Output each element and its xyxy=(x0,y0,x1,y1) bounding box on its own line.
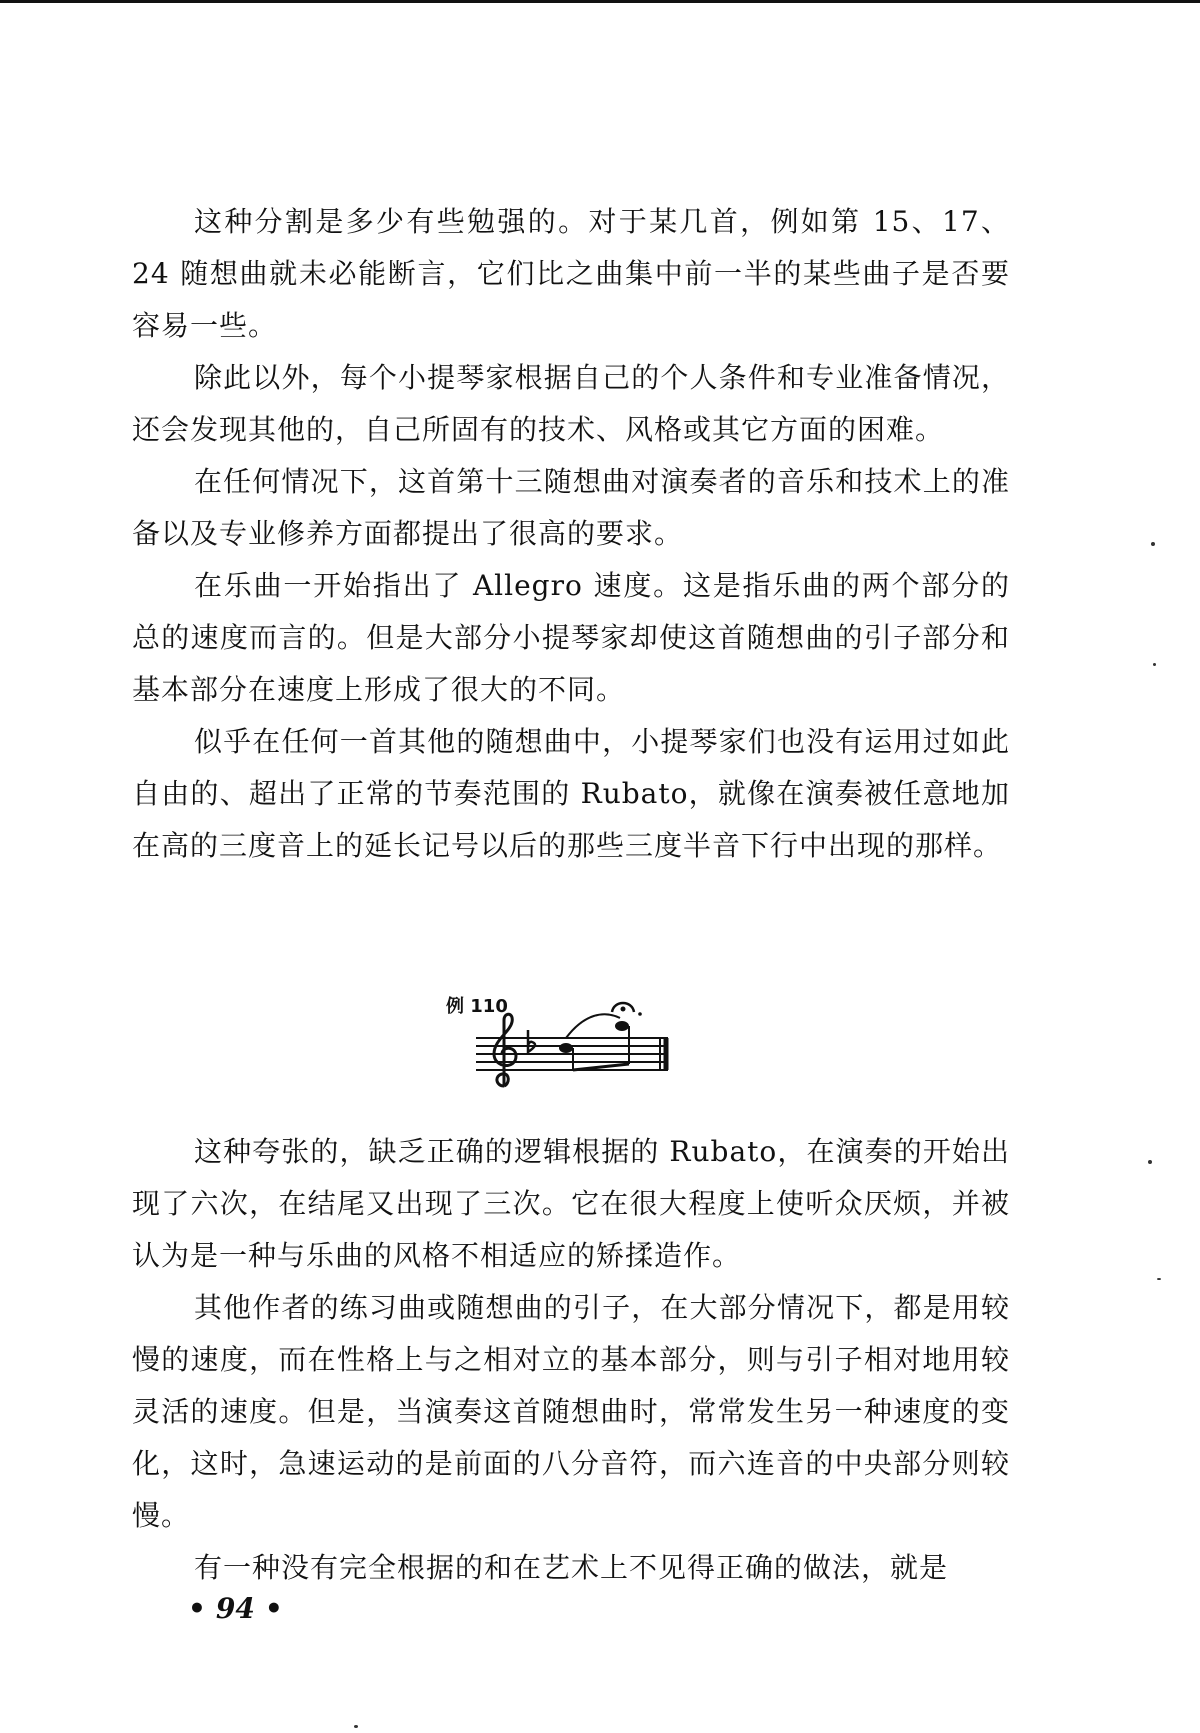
scan-speck xyxy=(1157,1278,1161,1280)
music-staff-icon xyxy=(474,990,674,1100)
paragraph: 在乐曲一开始指出了 Allegro 速度。这是指乐曲的两个部分的总的速度而言的。但是大部分小提琴家却使这首随想曲的引子部分和基本部分在速度上形成了很大的不同。 xyxy=(132,569,1010,706)
scan-speck xyxy=(1148,1160,1152,1164)
scan-speck xyxy=(354,1725,358,1728)
top-border-line xyxy=(0,0,1200,3)
text-block-lower xyxy=(132,1126,1010,1594)
scan-speck xyxy=(1153,663,1156,666)
music-example-figure xyxy=(446,990,696,1100)
paragraph: 在任何情况下，这首第十三随想曲对演奏者的音乐和技术上的准备以及专业修养方面都提出了很高的要求。 xyxy=(132,465,1010,550)
paragraph: 其他作者的练习曲或随想曲的引子，在大部分情况下，都是用较慢的速度，而在性格上与之相对立的基本部分，则与引子相对地用较灵活的速度。但是，当演奏这首随想曲时，常常发生另一种速度的变化，这时，急速运动的是前面的八分音符，而六连音的中央部分则较慢。 xyxy=(132,1291,1010,1532)
scan-speck xyxy=(1151,542,1155,546)
paragraph: 这种夸张的，缺乏正确的逻辑根据的 Rubato，在演奏的开始出现了六次，在结尾又出现了三次。它在很大程度上使听众厌烦，并被认为是一种与乐曲的风格不相适应的矫揉造作。 xyxy=(132,1135,1010,1272)
page-number-dot-left: • xyxy=(188,1592,206,1625)
page-number-dot-right: • xyxy=(264,1592,283,1625)
paragraph: 有一种没有完全根据的和在艺术上不见得正确的做法，就是 xyxy=(194,1551,949,1584)
text-block-upper xyxy=(132,196,1010,872)
paragraph: 这种分割是多少有些勉强的。对于某几首，例如第 15、17、24 随想曲就未必能断言，它们比之曲集中前一半的某些曲子是否要容易一些。 xyxy=(132,205,1010,342)
page-number xyxy=(178,1592,293,1625)
figure-label: 例 110 xyxy=(446,996,508,1017)
page-number-value: 94 xyxy=(215,1592,255,1625)
paragraph: 除此以外，每个小提琴家根据自己的个人条件和专业准备情况，还会发现其他的，自己所固有的技术、风格或其它方面的困难。 xyxy=(132,361,1010,446)
paragraph: 似乎在任何一首其他的随想曲中，小提琴家们也没有运用过如此自由的、超出了正常的节奏范围的 Rubato，就像在演奏被任意地加在高的三度音上的延长记号以后的那些三度半音下行中出现的那样。 xyxy=(132,725,1010,862)
